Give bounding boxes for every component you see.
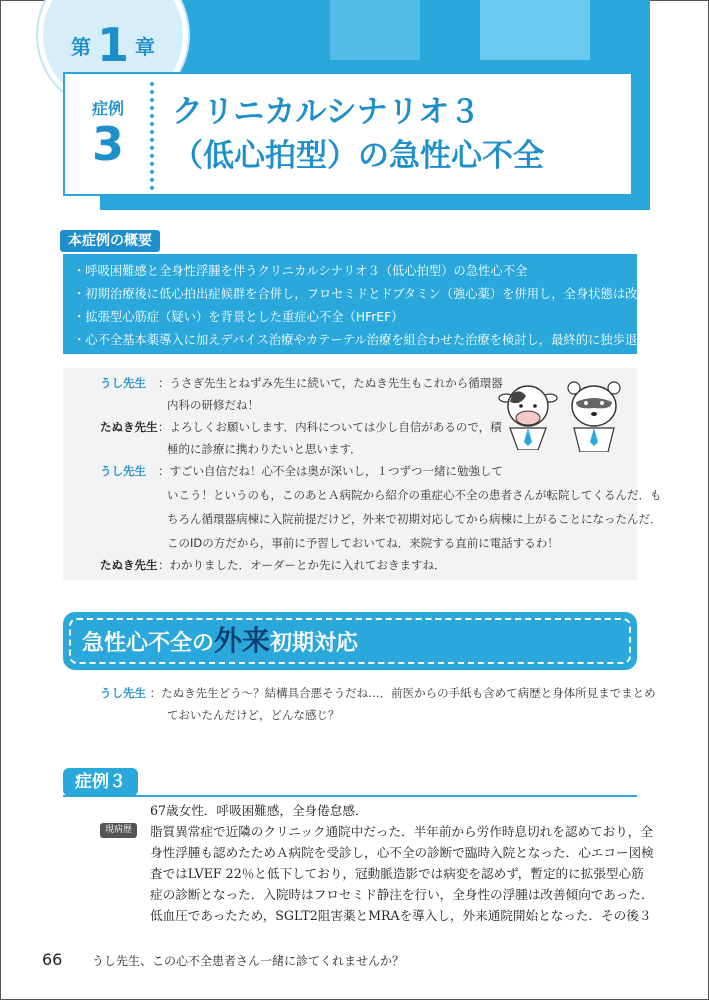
case-intro: 67歳女性．呼吸困難感，全身倦怠感． (150, 803, 368, 818)
case-rule (63, 795, 637, 797)
title-divider (150, 82, 154, 190)
case-label-text: 症例 (91, 99, 124, 118)
dialogue-line: いこう！というのも，このあとＡ病院から紹介の重症心不全の患者さんが転院してくるんだ．も (167, 488, 662, 502)
history-line: 症の診断となった．入院時はフロセミド静注を行い，全身性の浮腫は改善傾向であった． (150, 887, 654, 902)
overview-item: ・呼吸困難感と全身性浮腫を伴うクリニカルシナリオ３（低心拍型）の急性心不全 (73, 264, 528, 278)
dialogue-line: ておいたんだけど，どんな感じ？ (167, 708, 340, 722)
case-title-line2: （低心拍型）の急性心不全 (172, 138, 544, 174)
case-tab: 症例３ (63, 768, 138, 796)
history-line: 査ではLVEF 22％と低下しており，冠動脈造影では病変を認めず，暫定的に拡張型心筋 (150, 866, 644, 881)
section-title (82, 622, 358, 663)
case-label-number: 3 (91, 117, 124, 171)
speaker-tanuki: たぬき先生 (100, 558, 158, 572)
speaker-tanuki: たぬき先生 (100, 420, 158, 434)
history-line: 身性浮腫も認めたためＡ病院を受診し，心不全の診断で臨時入院となった．心エコー図検 (150, 845, 654, 860)
overview-item: ・初期治療後に低心拍出症候群を合併し，フロセミドとドブタミン（強心薬）を併用し，全身状態は改善 (73, 287, 650, 301)
history-badge: 現病歴 (100, 823, 137, 838)
ushi-comment (100, 682, 656, 704)
dialogue-line: ：すごい自信だね！心不全は奥が深いし，１つずつ一緒に勉強して (158, 464, 503, 478)
overview-heading: 本症例の概要 (60, 230, 160, 252)
chapter-number: 1 (96, 18, 129, 72)
section-title-part2: 初期対応 (270, 631, 359, 656)
overview-item: ・拡張型心筋症（疑い）を背景とした重症心不全（HFrEF） (73, 310, 404, 324)
dialogue-line: ：よろしくお願いします．内科については少し自信があるので，積 (158, 420, 502, 434)
chapter-label (58, 20, 168, 70)
history-line: 脂質異常症で近隣のクリニック通院中だった．半年前から労作時息切れを認めており，全 (150, 824, 653, 839)
dialogue-line: ：わかりました．オーダーとか先に入れておきますね． (158, 558, 446, 572)
section-title-part1: 急性心不全の (82, 631, 215, 656)
running-footer: うし先生、この心不全患者さん一緒に診てくれませんか？ (92, 954, 405, 968)
section-title-emphasis: 外来 (214, 624, 271, 657)
overview-item: ・心不全基本薬導入に加えデバイス治療やカテーテル治療を組合わせた治療を検討し，最終的に独歩退院 (73, 333, 650, 347)
case-title (172, 90, 622, 178)
dialogue-line: 極的に診療に携わりたいと思います． (167, 442, 362, 456)
cow-doctor-illustration (498, 380, 558, 450)
history-line: 低血圧であったため，SGLT2阻害薬とMRAを導入し，外来通院開始となった．その後３ (150, 908, 652, 923)
speaker-ushi: うし先生 (100, 686, 146, 700)
dialogue-line: 内科の研修だね！ (167, 398, 259, 412)
chapter-suffix: 章 (135, 34, 155, 59)
case-title-line1: クリニカルシナリオ３ (172, 94, 481, 130)
overview-box (63, 254, 650, 354)
raccoon-doctor-illustration (562, 378, 626, 452)
case-label (78, 96, 138, 171)
dialogue-line: ：たぬき先生どう～？結構具合悪そうだね…．前医からの手紙も含めて病歴と身体所見までまとめ (149, 686, 656, 700)
dialogue-line: ：うさぎ先生とねずみ先生に続いて，たぬき先生もこれから循環器 (158, 376, 503, 390)
speaker-ushi: うし先生 (100, 376, 146, 390)
dialogue-line: このIDの方だから，事前に予習しておいてね．来院する直前に電話するわ！ (167, 536, 559, 550)
dialogue-line: ちろん循環器病棟に入院前提だけど，外来で初期対応してから病棟に上がることになったんだ． (167, 512, 662, 526)
chapter-prefix: 第 (70, 34, 91, 59)
speaker-ushi: うし先生 (100, 464, 146, 478)
page-number: 66 (42, 950, 63, 969)
